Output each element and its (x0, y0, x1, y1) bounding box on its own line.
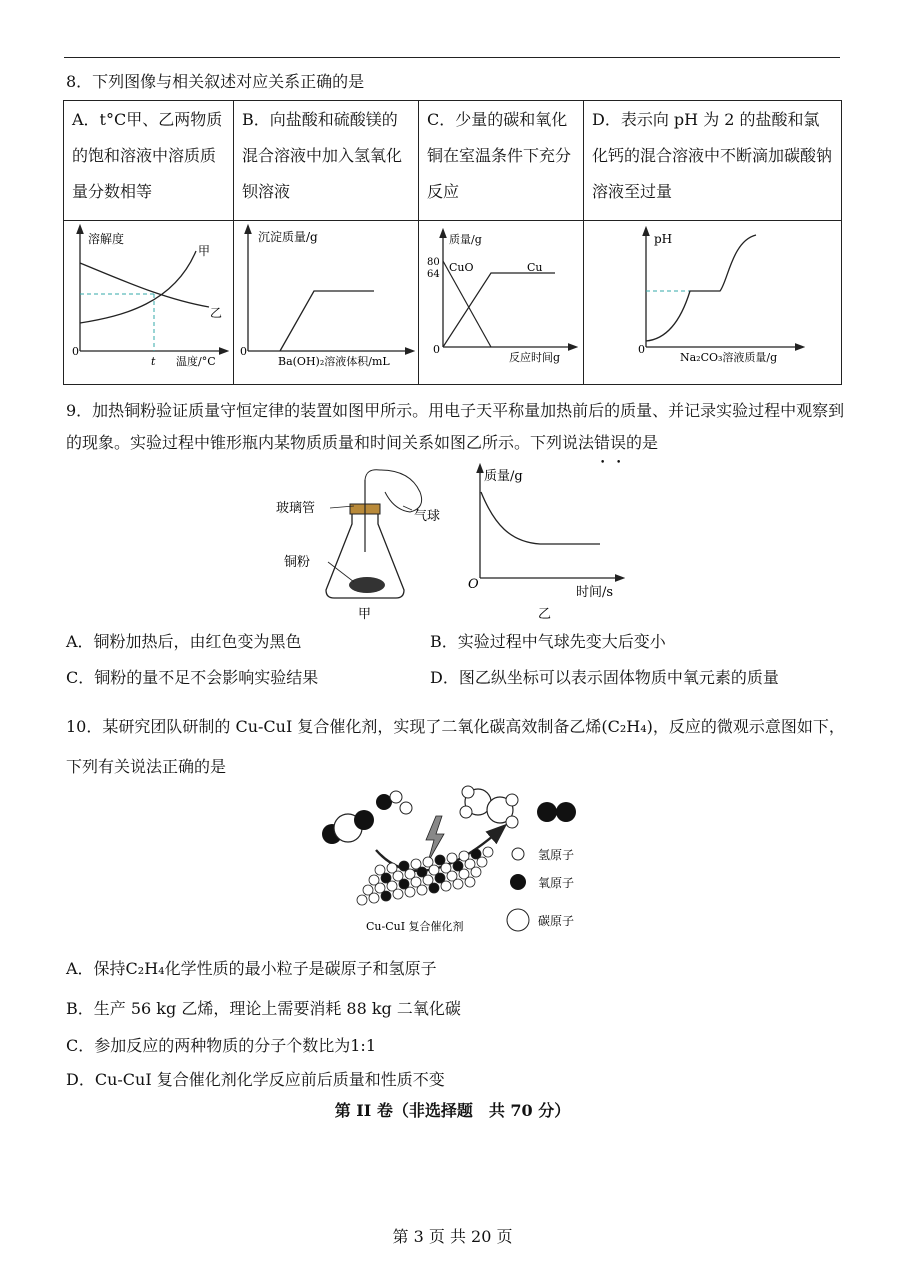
q8-option-c[interactable]: C．少量的碳和氧化铜在室温条件下充分反应 (419, 101, 584, 221)
fig-c-cu: Cu (527, 261, 543, 274)
fig-b-origin: 0 (240, 345, 247, 358)
q8-option-a[interactable]: A．t°C甲、乙两物质的饱和溶液中溶质质量分数相等 (64, 101, 234, 221)
mass-time-curve-graph (468, 468, 620, 622)
fig-c-cuo: CuO (449, 261, 474, 274)
fig-a-series2: 乙 (210, 306, 223, 320)
precipitate-line (280, 291, 374, 351)
q9-emphasis-2: 误 (610, 433, 627, 452)
label-balloon: 气球 (414, 509, 441, 524)
fig-c-ylabel: 质量/g (449, 233, 482, 246)
q9-emphasis-1: 错 (594, 433, 611, 452)
precipitate-graph (234, 221, 419, 384)
label-copper-powder: 铜粉 (284, 555, 311, 570)
fig-a-series1: 甲 (198, 244, 211, 258)
caption-jia: 甲 (358, 607, 372, 622)
legend-h-swatch (512, 848, 524, 860)
q8-option-d[interactable]: D．表示向 pH 为 2 的盐酸和氯化钙的混合溶液中不断滴加碳酸钠溶液至过量 (584, 101, 842, 221)
fig-c-origin: 0 (433, 343, 440, 356)
legend-o-swatch (510, 874, 526, 890)
fig-d-xlabel: Na₂CO₃溶液质量/g (680, 351, 778, 364)
flask-apparatus (276, 470, 440, 622)
fig-b-ylabel: 沉淀质量/g (258, 230, 318, 244)
q9-option-d[interactable]: D．图乙纵坐标可以表示固体物质中氧元素的质量 (430, 668, 779, 687)
ph-curve (646, 235, 756, 341)
q9-stem-tail: 的是 (626, 433, 659, 452)
q8-figure-b (234, 221, 419, 385)
q10-figure (310, 780, 610, 940)
fig-d-origin: 0 (638, 343, 645, 356)
q9-option-b[interactable]: B．实验过程中气球先变大后变小 (430, 632, 666, 651)
cu-line (443, 273, 555, 347)
section-title: 第 II 卷（非选择题 共 70 分） (334, 1101, 571, 1120)
q9-option-a[interactable]: A．铜粉加热后，由红色变为黑色 (66, 632, 302, 651)
legend-hydrogen: 氢原子 (538, 848, 575, 862)
label-glass-tube: 玻璃管 (276, 501, 316, 516)
q9-figure (270, 462, 640, 622)
legend-oxygen: 氧原子 (538, 876, 575, 890)
curve-yi (80, 263, 209, 307)
q9-graph-xlabel: 时间/s (576, 585, 614, 600)
page-footer: 第 3 页 共 20 页 (392, 1227, 513, 1246)
q9-graph-origin: O (468, 577, 479, 592)
copper-powder (349, 577, 385, 593)
q8-figure-a (64, 221, 234, 385)
mass-time-graph (419, 221, 584, 384)
fig-c-xlabel: 反应时间g (509, 351, 561, 364)
fig-a-t: t (151, 355, 156, 368)
ph-graph (584, 221, 842, 384)
q9-option-c[interactable]: C．铜粉的量不足不会影响实验结果 (66, 668, 319, 687)
legend-c-swatch (507, 909, 529, 931)
fig-c-tick64: 64 (427, 269, 440, 280)
q10-stem: 10．某研究团队研制的 Cu-CuI 复合催化剂，实现了二氧化碳高效制备乙烯(C₂H₄)，反应的微观示意图如下，下列有关说法正确的是 (66, 717, 845, 776)
q10-option-c[interactable]: C．参加反应的两种物质的分子个数比为1:1 (66, 1036, 376, 1055)
q10-option-d[interactable]: D．Cu-CuI 复合催化剂化学反应前后质量和性质不变 (66, 1070, 445, 1089)
q8-table (63, 100, 842, 385)
fig-a-origin: 0 (72, 345, 79, 358)
fig-a-ylabel: 溶解度 (88, 232, 125, 246)
fig-d-ylabel: pH (654, 232, 673, 246)
fig-a-xlabel: 温度/°C (176, 355, 216, 368)
q9-stem (66, 395, 846, 459)
q9-graph-ylabel: 质量/g (484, 469, 523, 484)
q10-option-a[interactable]: A．保持C₂H₄化学性质的最小粒子是碳原子和氢原子 (66, 959, 437, 978)
q9-stem-text: 9．加热铜粉验证质量守恒定律的装置如图甲所示。用电子天平称量加热前后的质量、并记录实验过程中观察到的现象。实验过程中锥形瓶内某物质质量和时间关系如图乙所示。下列说法 (66, 401, 845, 452)
catalyst-label: Cu-CuI 复合催化剂 (366, 920, 464, 933)
catalyst-lattice (357, 847, 493, 905)
q8-option-b[interactable]: B．向盐酸和硫酸镁的混合溶液中加入氢氧化钡溶液 (234, 101, 419, 221)
solubility-graph (64, 221, 234, 384)
q10-option-b[interactable]: B．生产 56 kg 乙烯，理论上需要消耗 88 kg 二氧化碳 (66, 999, 461, 1018)
q8-figure-c (419, 221, 584, 385)
fig-b-xlabel: Ba(OH)₂溶液体积/mL (278, 355, 390, 368)
q8-stem: 8．下列图像与相关叙述对应关系正确的是 (66, 72, 365, 91)
q8-figure-d (584, 221, 842, 385)
fig-c-tick80: 80 (427, 257, 440, 268)
legend-carbon: 碳原子 (538, 914, 575, 928)
caption-yi: 乙 (538, 607, 552, 622)
header-rule (64, 57, 840, 58)
